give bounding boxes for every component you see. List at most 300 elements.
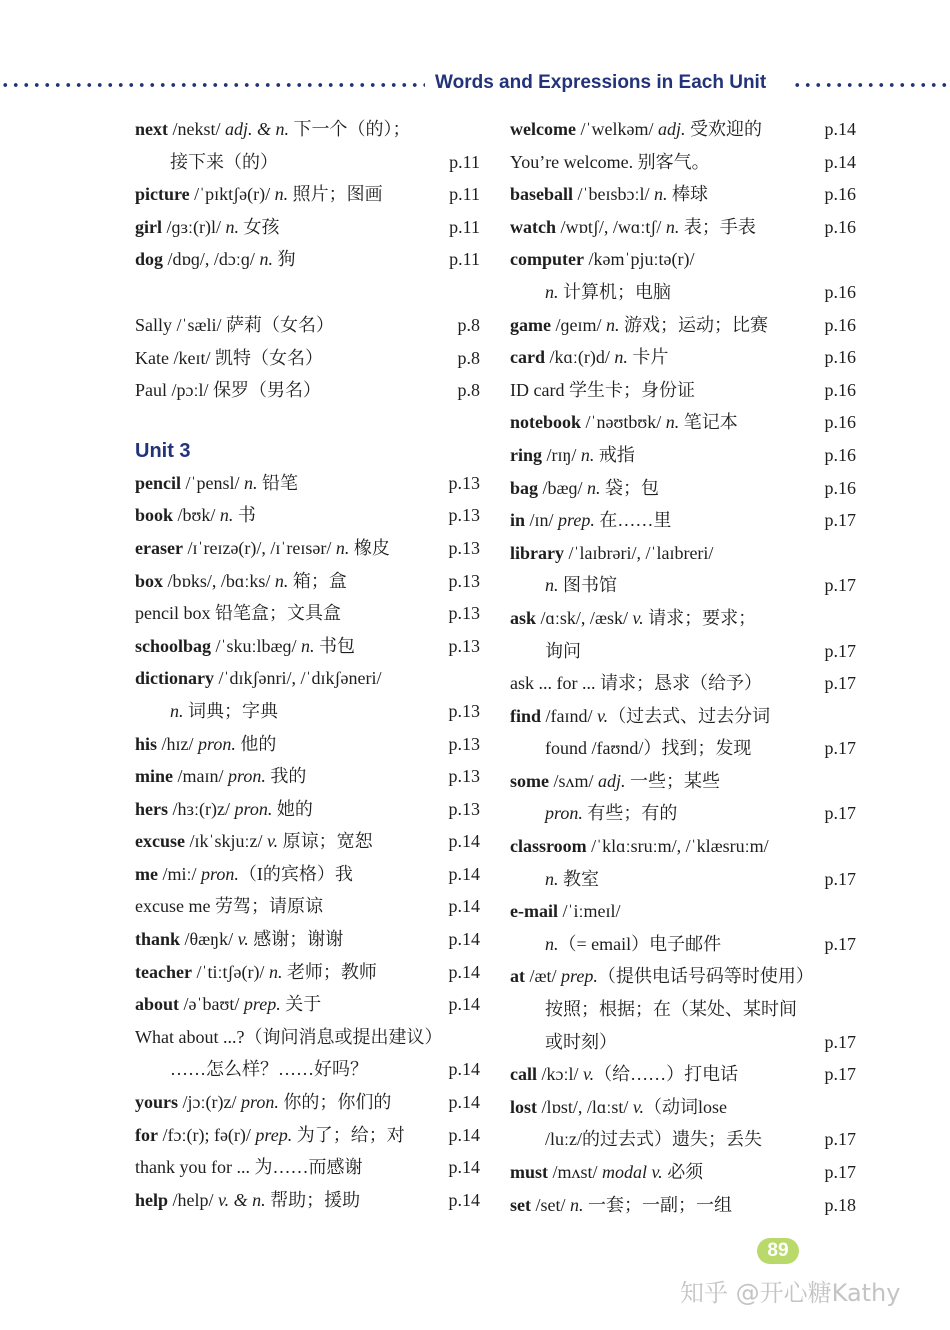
pronunciation: found /faʊnd/: [545, 738, 644, 759]
vocab-entry: [135, 923, 480, 956]
headword: ring: [510, 444, 543, 465]
entry-text: [135, 760, 306, 792]
part-of-speech: modal v.: [602, 1162, 663, 1182]
page-ref: p.17: [824, 673, 856, 694]
page-ref: p.13: [448, 472, 480, 493]
part-of-speech: n.: [545, 281, 559, 302]
vocab-entry: [510, 439, 856, 472]
part-of-speech: pron.: [228, 766, 266, 787]
entry-text: [510, 439, 635, 471]
pronunciation: /kɑː(r)d/: [545, 347, 615, 368]
meaning: 橡皮: [349, 537, 390, 558]
vocab-entry: [510, 178, 856, 211]
entry-text: [510, 1026, 617, 1058]
meaning: （询问消息或提出建议）: [244, 1026, 443, 1047]
pronunciation: /ɪkˈskjuːz/: [184, 831, 267, 852]
pronunciation: /ˈskuːlbæɡ/: [211, 635, 302, 656]
pronunciation: /hɜː(r)z/: [168, 798, 235, 819]
entry-text: [510, 895, 620, 927]
part-of-speech: prep.: [561, 966, 598, 987]
page-ref: p.17: [824, 803, 856, 824]
headword: schoolbag: [135, 635, 212, 656]
spacer: [135, 276, 480, 309]
meaning: 词典；字典: [183, 700, 278, 721]
pronunciation: /rɪŋ/: [542, 444, 581, 465]
part-of-speech: n.: [545, 933, 559, 954]
page-ref: p.13: [448, 537, 480, 558]
page-ref: p.13: [448, 505, 480, 526]
headword: eraser: [135, 537, 183, 558]
entry-text: [510, 211, 756, 243]
vocab-entry: [510, 928, 856, 961]
headword: yours: [135, 1092, 179, 1113]
pronunciation: excuse me: [135, 896, 215, 917]
part-of-speech: v. & n.: [218, 1189, 266, 1210]
headword: set: [510, 1194, 531, 1215]
pronunciation: /ˈdɪkʃənri/, /ˈdɪkʃəneri/: [214, 668, 382, 689]
part-of-speech: n.: [614, 347, 628, 368]
meaning: 学生卡；身份证: [568, 379, 695, 400]
pronunciation: /ɪˈreɪzə(r)/, /ɪˈreɪsər/: [182, 537, 336, 558]
meaning: 下一个（的）；: [289, 119, 411, 139]
page-ref: p.11: [449, 151, 480, 172]
vocab-entry: [135, 309, 480, 342]
entry-text: [510, 341, 668, 373]
entry-text: [510, 309, 768, 341]
headword: picture: [135, 184, 190, 205]
pronunciation: /hɪz/: [157, 733, 199, 754]
vocab-entry: [510, 1189, 856, 1222]
entry-text: [510, 1189, 732, 1221]
vocab-entry: [510, 113, 856, 146]
page-ref: p.14: [448, 1124, 480, 1145]
page-ref: p.8: [457, 347, 480, 368]
page-ref: p.13: [448, 603, 480, 624]
part-of-speech: n.: [580, 444, 595, 465]
pronunciation: /ˈnəʊtbʊk/: [581, 412, 666, 433]
meaning: 别客气。: [637, 151, 710, 172]
part-of-speech: adj.: [657, 119, 686, 139]
meaning: （动词lose: [644, 1096, 728, 1117]
meaning: 原谅；宽恕: [278, 831, 373, 852]
vocab-entry: [510, 830, 856, 863]
vocab-entry: [510, 960, 856, 993]
entry-text: [135, 728, 276, 760]
header-title: Words and Expressions in Each Unit: [435, 72, 767, 93]
meaning: 照片；图画: [288, 184, 383, 205]
vocab-entry: [135, 374, 480, 407]
entry-text: [510, 1091, 727, 1123]
headword: some: [510, 770, 549, 791]
part-of-speech: n.: [225, 216, 240, 237]
pronunciation: /ɑːsk/, /æsk/: [536, 607, 633, 628]
pronunciation: /mʌst/: [548, 1162, 603, 1182]
entry-text: [135, 1021, 442, 1053]
vocab-entry: [135, 467, 480, 500]
entry-text: [510, 178, 708, 210]
page-ref: p.8: [457, 314, 480, 335]
part-of-speech: pron.: [198, 733, 236, 754]
pronunciation: /ˈbeɪsbɔːl/: [573, 184, 655, 205]
page-number-badge: 89: [757, 1238, 799, 1264]
pronunciation: /help/: [168, 1189, 219, 1210]
headword: bag: [510, 477, 539, 498]
entry-text: [510, 113, 762, 145]
page-ref: p.16: [824, 347, 856, 368]
headword: watch: [510, 216, 556, 237]
headword: mine: [135, 766, 173, 787]
page-ref: p.14: [448, 1092, 480, 1113]
entry-text: [135, 858, 353, 890]
entry-text: [135, 243, 295, 275]
meaning: 你的；你们的: [278, 1092, 392, 1113]
vocab-entry: [510, 993, 856, 1026]
pronunciation: /bʊk/: [173, 505, 220, 526]
vocab-entry: [510, 146, 856, 179]
entry-text: [135, 630, 355, 662]
page-header: [0, 70, 950, 100]
vocab-entry: [135, 211, 480, 244]
vocab-entry: [510, 732, 856, 765]
entry-text: [135, 1053, 368, 1085]
meaning: 帮助；援助: [265, 1189, 361, 1210]
page-ref: p.17: [824, 640, 856, 661]
entry-text: [135, 597, 341, 629]
page-ref: p.14: [448, 961, 480, 982]
headword: lost: [510, 1096, 537, 1117]
entry-text: [510, 537, 713, 569]
meaning: 戒指: [594, 444, 635, 465]
vocab-entry: [510, 309, 856, 342]
pronunciation: /ɪn/: [525, 510, 559, 531]
meaning: 询问: [545, 640, 581, 661]
vocab-entry: [135, 597, 480, 630]
meaning: 卡片: [627, 347, 669, 368]
part-of-speech: n.: [605, 314, 620, 335]
pronunciation: /maɪn/: [173, 766, 228, 787]
part-of-speech: n.: [301, 635, 315, 656]
headword: girl: [135, 216, 162, 237]
headword: thank: [135, 929, 181, 950]
vocab-entry: [135, 825, 480, 858]
page-ref: p.16: [824, 281, 856, 302]
page-ref: p.14: [448, 929, 480, 950]
vocab-entry: [135, 1053, 480, 1086]
vocab-entry: [135, 793, 480, 826]
meaning: 教室: [558, 868, 599, 889]
meaning: 保罗（男名）: [213, 380, 321, 401]
page-ref: p.16: [824, 314, 856, 335]
entry-text: [510, 732, 751, 764]
vocab-entry: [510, 635, 856, 668]
headword: at: [510, 966, 525, 987]
headword: call: [510, 1064, 537, 1085]
part-of-speech: v.: [266, 831, 279, 852]
vocab-entry: [135, 499, 480, 532]
entry-text: [135, 825, 373, 857]
pronunciation: Paul /pɔːl/: [135, 380, 213, 401]
vocab-entry: [510, 341, 856, 374]
vocab-entry: [510, 1156, 856, 1189]
meaning: 女孩: [239, 216, 280, 237]
headword: me: [135, 863, 158, 884]
headword: dog: [135, 249, 164, 270]
entry-text: [135, 211, 280, 243]
meaning: 请求；恳求（给予）: [599, 673, 762, 694]
headword: help: [135, 1189, 169, 1210]
meaning: 在……里: [594, 510, 672, 531]
pronunciation: /bɒks/, /bɑːks/: [163, 570, 275, 591]
page-ref: p.14: [448, 1157, 480, 1178]
meaning: 铅笔: [257, 472, 299, 493]
pronunciation: /jɔː(r)z/: [178, 1092, 241, 1113]
page-ref: p.17: [824, 933, 856, 954]
vocab-entry: [135, 1184, 480, 1217]
header-dot-rule-left: [0, 82, 425, 88]
pronunciation: What about ...?: [135, 1026, 245, 1047]
vocab-entry: [510, 765, 856, 798]
page-ref: p.14: [448, 994, 480, 1015]
pronunciation: ask ... for ...: [510, 673, 600, 694]
entry-text: [510, 830, 769, 862]
meaning: 计算机；电脑: [558, 281, 671, 302]
page-ref: p.11: [449, 216, 480, 237]
headword: classroom: [510, 836, 587, 857]
meaning: 关于: [280, 994, 322, 1015]
page-ref: p.16: [824, 379, 856, 400]
vocab-entry: [510, 1091, 856, 1124]
headword: about: [135, 994, 180, 1015]
page-ref: p.17: [824, 1162, 856, 1182]
vocab-entry: [510, 1026, 856, 1059]
entry-text: [510, 667, 762, 699]
part-of-speech: n.: [170, 700, 184, 721]
watermark: 知乎 @开心糖Kathy: [680, 1279, 901, 1307]
entry-text: [510, 993, 797, 1025]
entry-text: [510, 406, 738, 438]
headword: his: [135, 733, 158, 754]
page-ref: p.14: [824, 151, 856, 172]
meaning: ）找到；发现: [643, 738, 752, 759]
vocab-entry: [135, 728, 480, 761]
page-ref: p.17: [824, 1129, 856, 1150]
headword: teacher: [135, 961, 192, 982]
page-ref: p.11: [449, 249, 480, 270]
part-of-speech: adj. & n.: [225, 119, 290, 139]
page-ref: p.17: [824, 1064, 856, 1085]
vocab-entry: [135, 890, 480, 923]
meaning: 棒球: [667, 184, 709, 205]
headword: in: [510, 510, 526, 531]
part-of-speech: n.: [570, 1194, 584, 1215]
pronunciation: /ɡɜː(r)l/: [162, 216, 226, 237]
meaning: 书: [233, 505, 256, 526]
page-ref: p.18: [824, 1194, 856, 1215]
headword: game: [510, 314, 551, 335]
vocab-entry: [135, 1021, 480, 1054]
vocab-entry: [135, 630, 480, 663]
vocab-entry: [135, 695, 480, 728]
part-of-speech: pron.: [234, 798, 273, 819]
page-ref: p.17: [824, 1031, 856, 1052]
pronunciation: /lɒst/, /lɑːst/: [537, 1096, 633, 1117]
meaning: 箱；盒: [288, 570, 347, 591]
meaning: 一套；一副；一组: [583, 1194, 732, 1215]
entry-text: [135, 695, 278, 727]
meaning: 萨莉（女名）: [226, 314, 335, 335]
pronunciation: /ˈpɪktʃə(r)/: [189, 184, 275, 205]
entry-text: [510, 1123, 762, 1155]
spacer: [135, 407, 480, 431]
part-of-speech: v.: [632, 1096, 645, 1117]
headword: notebook: [510, 412, 582, 433]
meaning: 表；手表: [679, 216, 756, 237]
left-column: [135, 113, 480, 1216]
meaning: 凯特（女名）: [214, 347, 323, 368]
meaning: 感谢；谢谢: [248, 929, 344, 950]
page-ref: p.16: [824, 184, 856, 205]
vocab-entry: [135, 1151, 480, 1184]
page-ref: p.17: [824, 575, 856, 596]
page-ref: p.14: [448, 863, 480, 884]
entry-text: [510, 700, 770, 732]
headword: e-mail: [510, 901, 558, 922]
part-of-speech: prep.: [255, 1124, 293, 1145]
entry-text: [510, 797, 677, 829]
page-ref: p.14: [448, 831, 480, 852]
page-ref: p.14: [448, 1059, 480, 1080]
pronunciation: You’re welcome.: [510, 151, 638, 172]
page-ref: p.13: [448, 766, 480, 787]
part-of-speech: prep.: [558, 510, 595, 531]
entry-text: [135, 1119, 405, 1151]
pronunciation: /fɔː(r); fə(r)/: [157, 1124, 256, 1145]
entry-text: [510, 863, 599, 895]
vocab-entry: [510, 537, 856, 570]
pronunciation: /ˈiːmeɪl/: [557, 901, 621, 922]
entry-text: [510, 243, 694, 275]
entry-text: [135, 662, 381, 694]
entry-text: [135, 342, 323, 374]
part-of-speech: n.: [274, 570, 289, 591]
headword: baseball: [510, 184, 574, 205]
page-ref: p.17: [824, 738, 856, 759]
headword: book: [135, 505, 174, 526]
meaning: （I的宾格）我: [238, 863, 353, 884]
pronunciation: /luːz/: [545, 1129, 582, 1150]
meaning: 接下来（的）: [170, 151, 278, 172]
vocab-entry: [510, 211, 856, 244]
pronunciation: /ˈpensl/: [181, 472, 245, 493]
meaning: 老师；教师: [282, 961, 377, 982]
page-ref: p.14: [824, 119, 856, 139]
meaning: 袋；包: [600, 477, 660, 498]
page-ref: p.13: [448, 733, 480, 754]
pronunciation: /ˈtiːtʃə(r)/: [191, 961, 269, 982]
page-ref: p.8: [457, 380, 480, 401]
part-of-speech: n.: [268, 961, 283, 982]
vocab-entry: [135, 178, 480, 211]
vocab-entry: [510, 406, 856, 439]
meaning: ……怎么样？……好吗？: [170, 1059, 368, 1080]
part-of-speech: n.: [545, 868, 559, 889]
entry-text: [135, 565, 347, 597]
pronunciation: /miː/: [157, 863, 201, 884]
page-ref: p.16: [824, 444, 856, 465]
meaning: 狗: [272, 249, 296, 270]
vocab-entry: [510, 667, 856, 700]
entry-text: [135, 178, 383, 210]
vocab-entry: [135, 565, 480, 598]
part-of-speech: n.: [665, 412, 680, 433]
meaning: 她的: [272, 798, 313, 819]
pronunciation: /ˈwelkəm/: [575, 119, 658, 139]
part-of-speech: v.: [583, 1064, 595, 1085]
vocab-entry: [135, 988, 480, 1021]
headword: box: [135, 570, 164, 591]
page-ref: p.17: [824, 868, 856, 889]
pronunciation: pencil box: [135, 603, 215, 624]
pronunciation: /ˈlaɪbrəri/, /ˈlaɪbreri/: [564, 542, 714, 563]
entry-text: [135, 1086, 391, 1118]
entry-text: [510, 765, 720, 797]
headword: for: [135, 1124, 158, 1145]
part-of-speech: adj.: [598, 770, 626, 791]
entry-text: [135, 467, 298, 499]
meaning: 图书馆: [558, 575, 617, 596]
pronunciation: /sʌm/: [549, 770, 599, 791]
meaning: 一些；某些: [625, 770, 721, 791]
part-of-speech: n.: [274, 184, 289, 205]
pronunciation: /ɡeɪm/: [550, 314, 606, 335]
headword: must: [510, 1162, 549, 1182]
headword: ask: [510, 607, 537, 628]
entry-text: [510, 276, 671, 308]
page-ref: p.11: [449, 184, 480, 205]
pronunciation: /ˈklɑːsruːm/, /ˈklæsruːm/: [586, 836, 769, 857]
part-of-speech: n.: [244, 472, 258, 493]
part-of-speech: pron.: [240, 1092, 279, 1113]
vocab-entry: [510, 863, 856, 896]
part-of-speech: n.: [259, 249, 273, 270]
page-ref: p.14: [448, 1189, 480, 1210]
pronunciation: thank you for ...: [135, 1157, 255, 1178]
header-dot-rule-right: [792, 82, 950, 88]
entry-text: [510, 960, 814, 992]
page-ref: p.13: [448, 700, 480, 721]
headword: dictionary: [135, 668, 214, 689]
vocab-entry: [135, 662, 480, 695]
meaning: 他的: [235, 733, 277, 754]
pronunciation: /dɒɡ/, /dɔːɡ/: [163, 249, 260, 270]
meaning: （过去式、过去分词: [608, 705, 771, 726]
headword: next: [135, 119, 168, 139]
meaning: 我的: [265, 766, 307, 787]
entry-text: [135, 923, 343, 955]
entry-text: [510, 569, 617, 601]
page-ref: p.17: [824, 510, 856, 531]
vocab-entry: [510, 243, 856, 276]
page-ref: p.14: [448, 896, 480, 917]
part-of-speech: n.: [654, 184, 668, 205]
headword: pencil: [135, 472, 182, 493]
entry-text: [135, 499, 256, 531]
meaning: （给……）打电话: [594, 1064, 739, 1085]
entry-text: [135, 890, 323, 922]
pronunciation: /nekst/: [168, 119, 225, 139]
page-ref: p.13: [448, 798, 480, 819]
meaning: （= email）电子邮件: [558, 933, 722, 954]
